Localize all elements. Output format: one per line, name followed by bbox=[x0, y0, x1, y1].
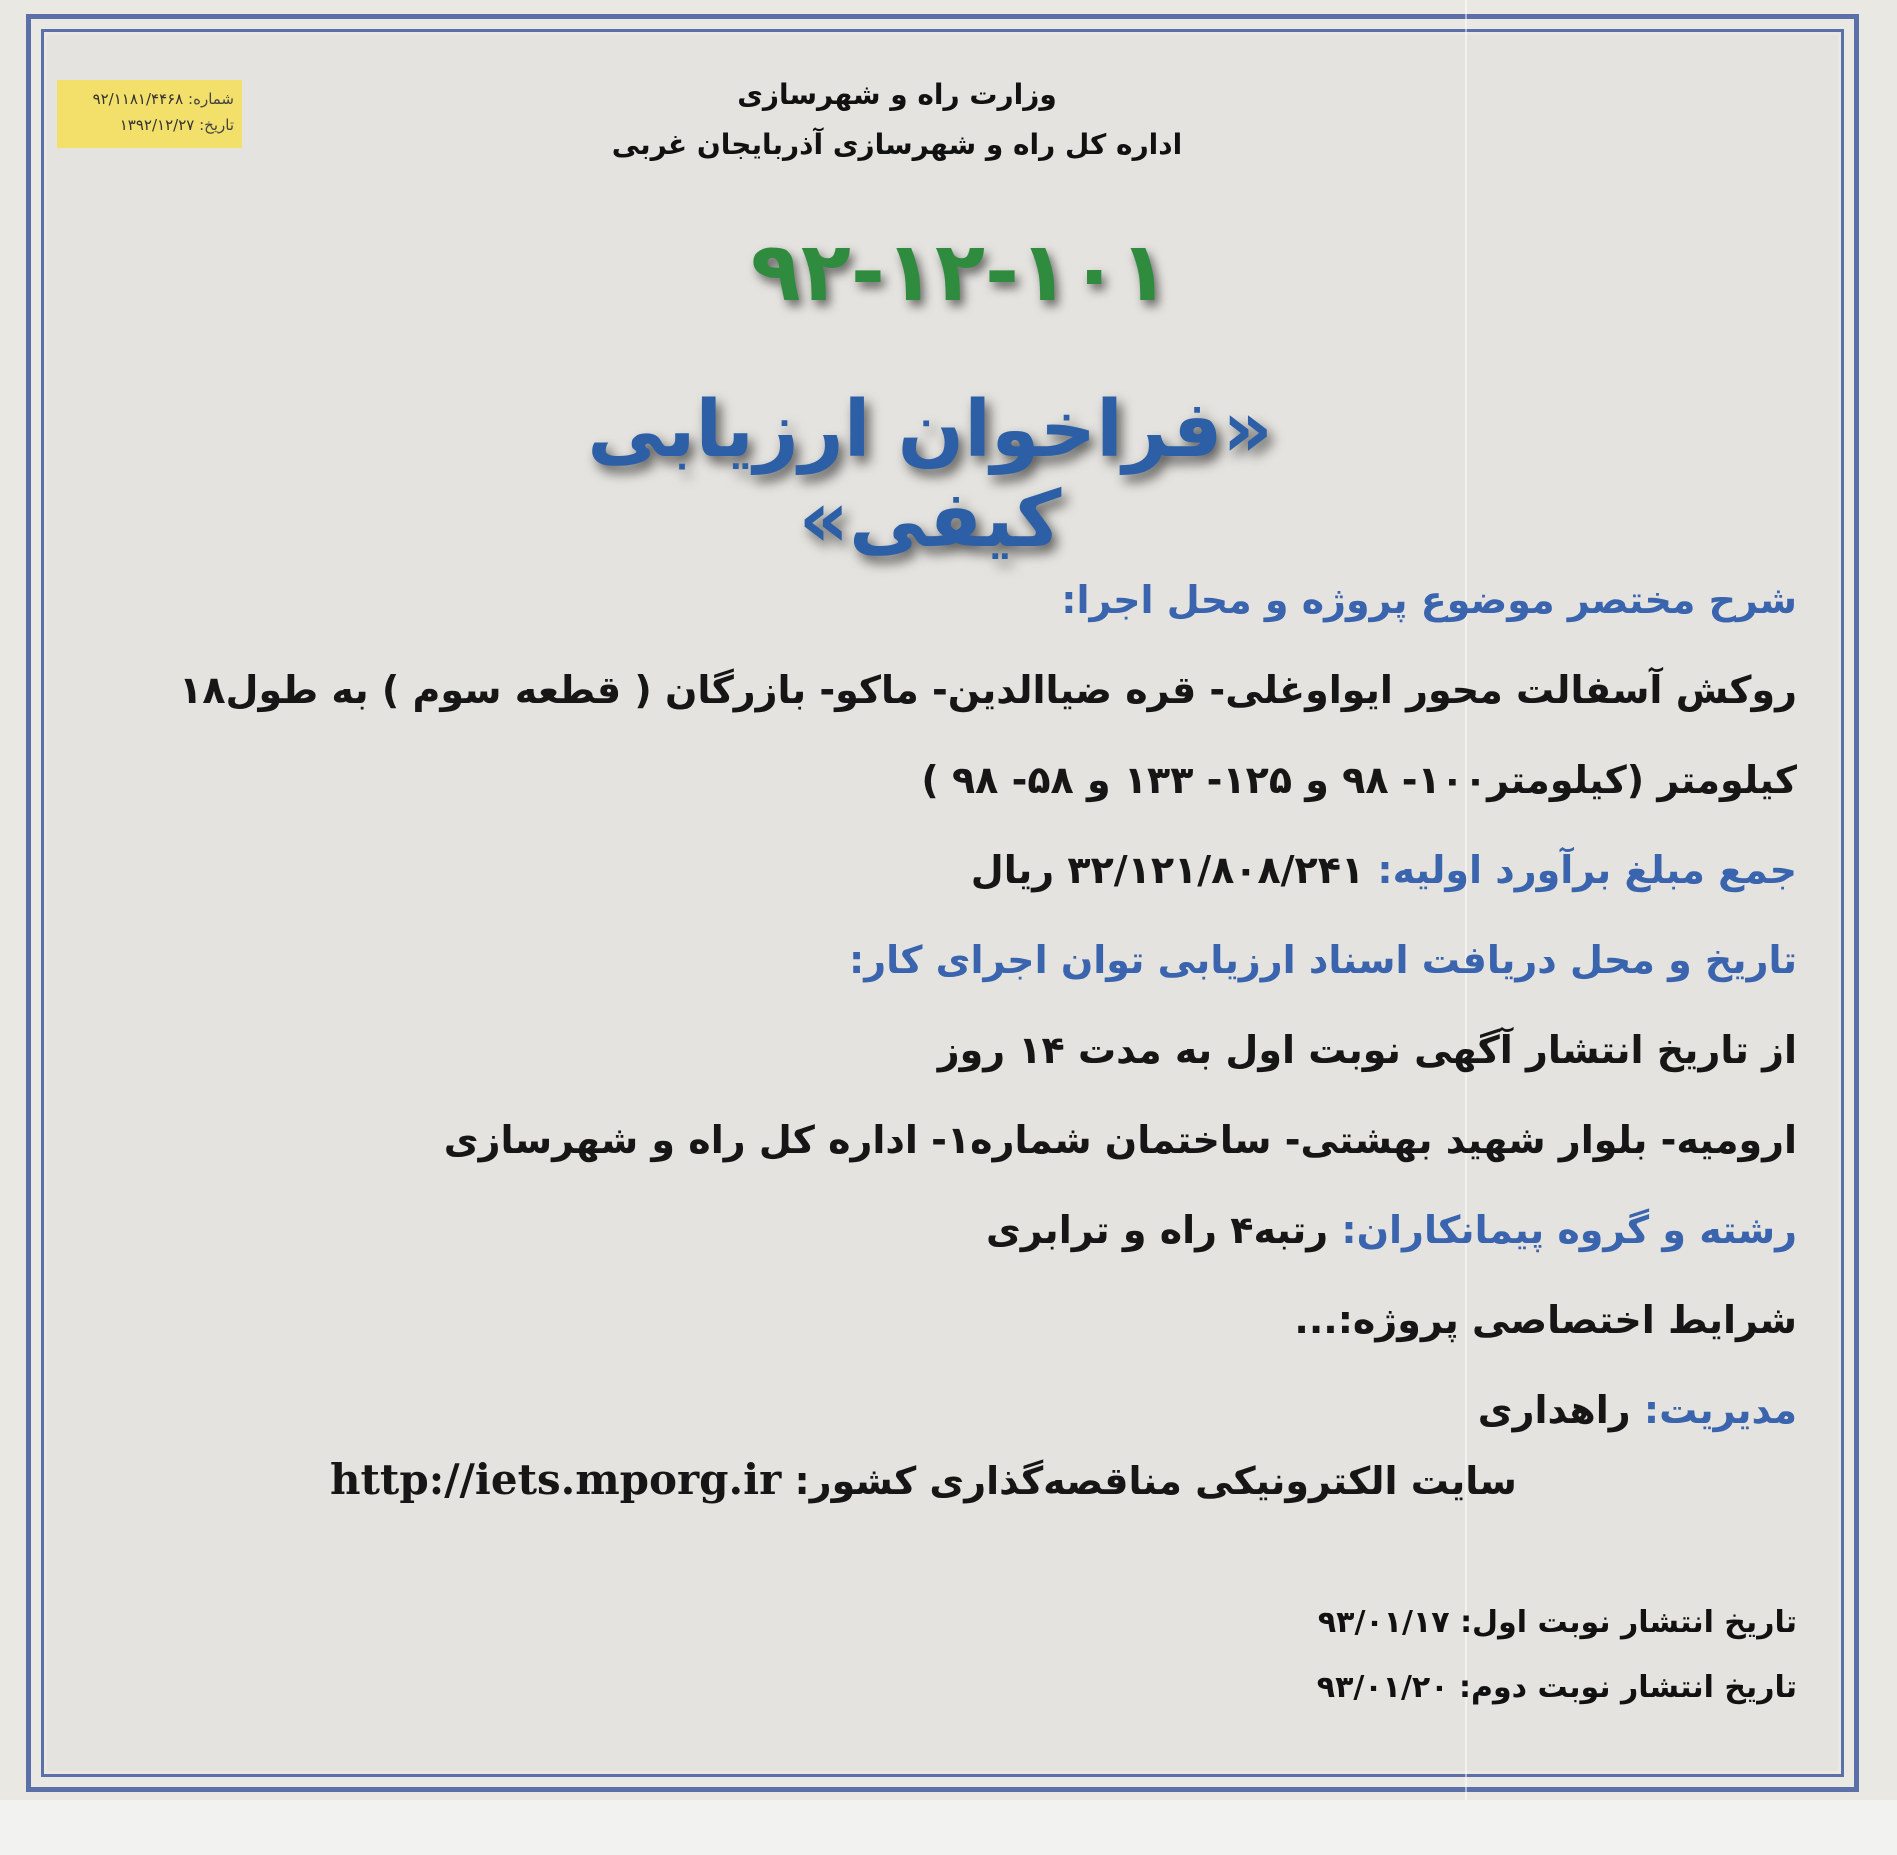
estimate-row bbox=[147, 825, 1797, 915]
management-row bbox=[147, 1365, 1797, 1455]
website-url[interactable]: http://iets.mporg.ir bbox=[330, 1455, 782, 1504]
notice-header bbox=[597, 70, 1197, 170]
stamp-number: ۹۲/۱۱۸۱/۴۴۶۸ bbox=[92, 90, 184, 108]
stamp-date: ۱۳۹۲/۱۲/۲۷ bbox=[119, 116, 195, 134]
stamp-number-label: شماره: bbox=[188, 90, 234, 108]
management-value: راهداری bbox=[1477, 1388, 1631, 1432]
second-publication-label: تاریخ انتشار نوبت دوم: bbox=[1459, 1670, 1797, 1705]
website-row bbox=[330, 1455, 1517, 1504]
second-publication-date: ۹۳/۰۱/۲۰ bbox=[1316, 1670, 1449, 1705]
description-line-1: روکش آسفالت محور ایواوغلی- قره ضیاالدین- ماکو- بازرگان ( قطعه سوم ) به طول۱۸ bbox=[179, 668, 1797, 712]
first-publication-label: تاریخ انتشار نوبت اول: bbox=[1460, 1605, 1797, 1640]
contractors-label: رشته و گروه پیمانکاران: bbox=[1341, 1208, 1797, 1252]
description-line-2: کیلومتر (کیلومتر۱۰۰- ۹۸ و ۱۲۵- ۱۳۳ و ۵۸- ۹۸ ) bbox=[921, 758, 1797, 802]
first-publication-date: ۹۳/۰۱/۱۷ bbox=[1317, 1605, 1450, 1640]
notice-body bbox=[147, 555, 1797, 1455]
stamp-date-label: تاریخ: bbox=[199, 116, 234, 134]
publication-dates bbox=[1317, 1590, 1797, 1720]
reference-stamp bbox=[57, 80, 242, 148]
first-publication bbox=[1317, 1590, 1797, 1655]
management-label: مدیریت: bbox=[1643, 1388, 1797, 1432]
tender-code: ۹۲-۱۲-۱۰۱ bbox=[750, 225, 1170, 320]
contractors-row bbox=[147, 1185, 1797, 1275]
receipt-line-2: ارومیه- بلوار شهید بهشتی- ساختمان شماره۱- اداره کل راه و شهرسازی bbox=[443, 1118, 1797, 1162]
ministry-name: وزارت راه و شهرسازی bbox=[737, 78, 1057, 111]
receipt-label: تاریخ و محل دریافت اسناد ارزیابی توان اجرای کار: bbox=[849, 938, 1797, 982]
estimate-label: جمع مبلغ برآورد اولیه: bbox=[1377, 848, 1797, 892]
second-publication bbox=[1317, 1655, 1797, 1720]
website-label: سایت الکترونیکی مناقصه‌گذاری کشور: bbox=[794, 1459, 1517, 1503]
department-name: اداره کل راه و شهرسازی آذربایجان غربی bbox=[611, 128, 1183, 161]
description-label: شرح مختصر موضوع پروژه و محل اجرا: bbox=[1061, 578, 1797, 622]
contractors-value: رتبه۴ راه و ترابری bbox=[985, 1208, 1329, 1252]
receipt-heading bbox=[147, 915, 1797, 1005]
page-edge bbox=[0, 1800, 1897, 1855]
description-heading bbox=[147, 555, 1797, 645]
notice-title: «فراخوان ارزیابی کیفی» bbox=[587, 385, 1273, 565]
conditions-row: شرایط اختصاصی پروژه:... bbox=[1294, 1298, 1797, 1342]
receipt-line-1: از تاریخ انتشار آگهی نوبت اول به مدت ۱۴ روز bbox=[937, 1028, 1797, 1072]
estimate-value: ۳۲/۱۲۱/۸۰۸/۲۴۱ ریال bbox=[970, 848, 1365, 892]
